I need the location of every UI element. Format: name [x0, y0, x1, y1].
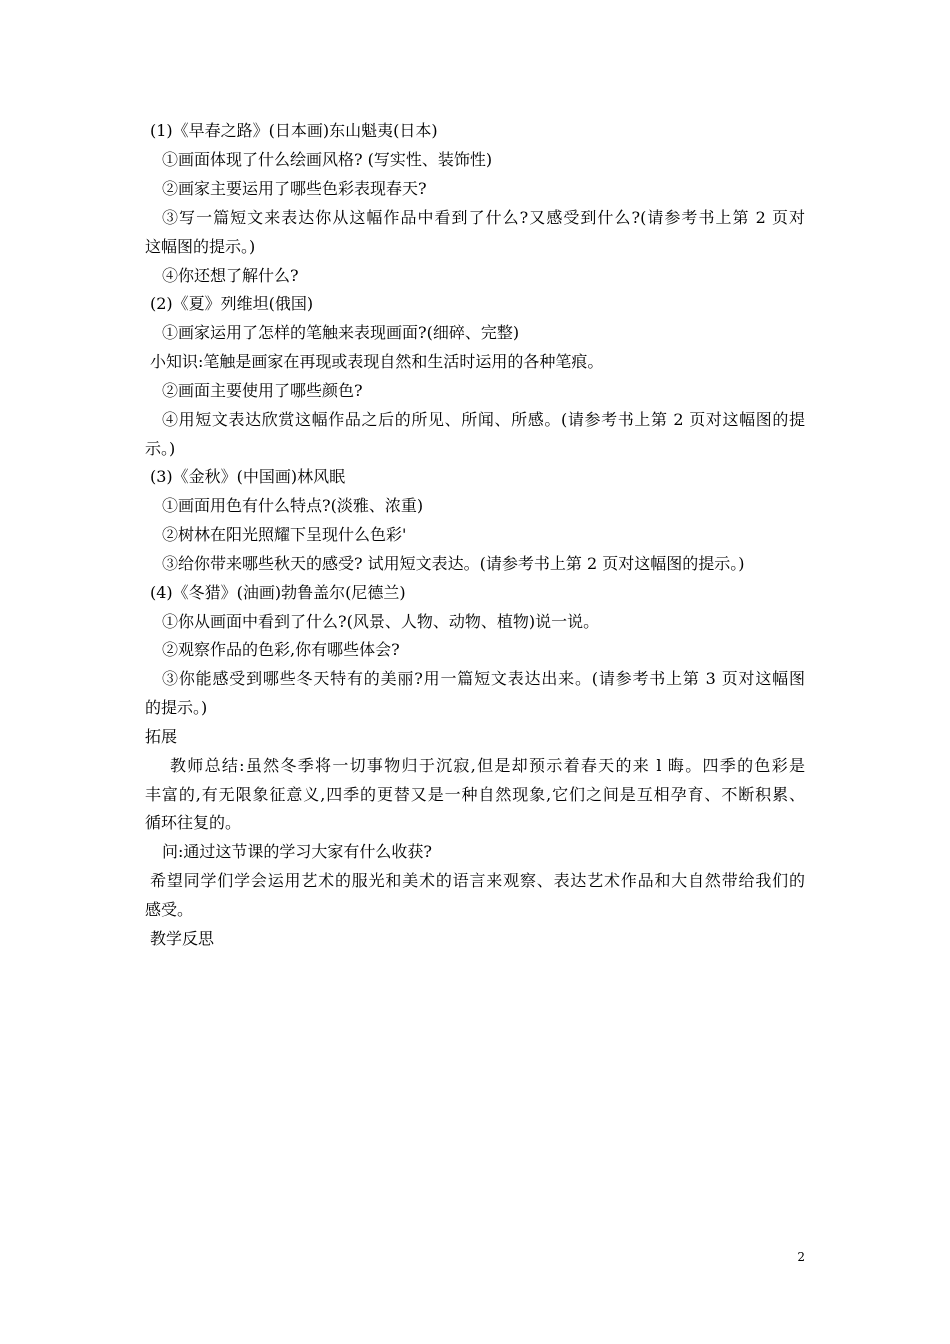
- text-line: 问:通过这节课的学习大家有什么收获?: [162, 842, 432, 861]
- text-line: 小知识:笔触是画家在再现或表现自然和生活时运用的各种笔痕。: [150, 352, 604, 371]
- text-line: 的提示。): [145, 698, 208, 717]
- text-line: ③给你带来哪些秋天的感受? 试用短文表达。(请参考书上第 2 页对这幅图的提示。): [162, 554, 745, 573]
- text-line: 教师总结:虽然冬季将一切事物归于沉寂,但是却预示着春天的来 l 晦。四季的色彩是: [170, 756, 805, 775]
- section-heading: 教学反思: [150, 929, 215, 948]
- text-line: ②观察作品的色彩,你有哪些体会?: [162, 640, 400, 659]
- text-line: ④你还想了解什么?: [162, 266, 299, 285]
- text-line: ①你从画面中看到了什么?(风景、人物、动物、植物)说一说。: [162, 612, 600, 631]
- text-line: 循环往复的。: [145, 813, 242, 832]
- text-line: 丰富的,有无限象征意义,四季的更替又是一种自然现象,它们之间是互相孕育、不断积累、: [145, 785, 805, 804]
- page-number: 2: [797, 1250, 805, 1264]
- text-line: ②画家主要运用了哪些色彩表现春天?: [162, 179, 427, 198]
- text-line: ③写一篇短文来表达你从这幅作品中看到了什么?又感受到什么?(请参考书上第 2 页对: [162, 208, 805, 227]
- text-line: (4)《冬猎》(油画)勃鲁盖尔(尼德兰): [150, 583, 406, 602]
- text-line: ①画面用色有什么特点?(淡雅、浓重): [162, 496, 424, 515]
- text-line: 感受。: [145, 900, 194, 919]
- text-line: 希望同学们学会运用艺术的服光和美术的语言来观察、表达艺术作品和大自然带给我们的: [150, 871, 805, 890]
- text-line: (1)《早春之路》(日本画)东山魁夷(日本): [150, 121, 438, 140]
- text-line: ②树林在阳光照耀下呈现什么色彩': [162, 525, 407, 544]
- text-line: ①画家运用了怎样的笔触来表现画面?(细碎、完整): [162, 323, 520, 342]
- text-line: ④用短文表达欣赏这幅作品之后的所见、所闻、所感。(请参考书上第 2 页对这幅图的提: [162, 410, 805, 429]
- text-line: (2)《夏》列维坦(俄国): [150, 294, 314, 313]
- text-line: ③你能感受到哪些冬天特有的美丽?用一篇短文表达出来。(请参考书上第 3 页对这幅图: [162, 669, 805, 688]
- text-line: 示。): [145, 439, 176, 458]
- text-line: 这幅图的提示。): [145, 237, 256, 256]
- text-line: (3)《金秋》(中国画)林风眠: [150, 467, 346, 486]
- text-line: ②画面主要使用了哪些颜色?: [162, 381, 363, 400]
- text-line: ①画面体现了什么绘画风格? (写实性、装饰性): [162, 150, 493, 169]
- section-heading: 拓展: [145, 727, 178, 746]
